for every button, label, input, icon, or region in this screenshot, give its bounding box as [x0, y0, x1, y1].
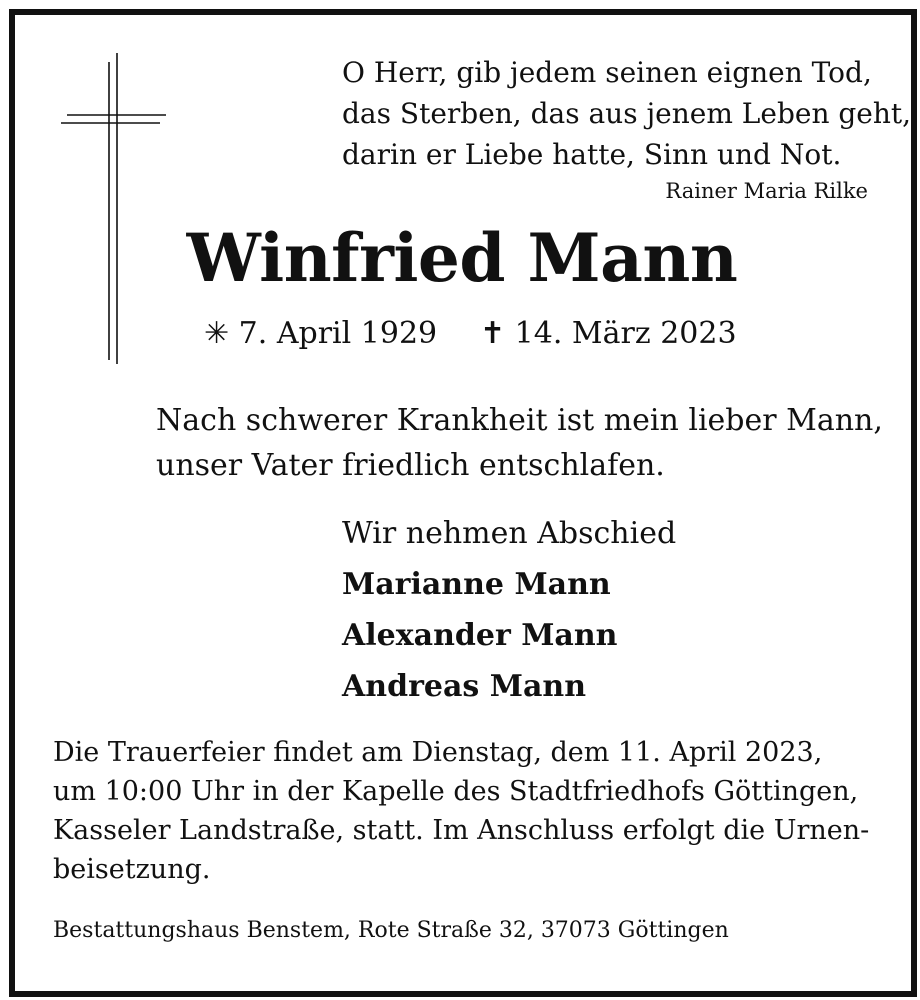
- funeral-line: beisetzung.: [53, 854, 211, 885]
- funeral-line: Die Trauerfeier findet am Dienstag, dem 11. April 2023,: [53, 737, 823, 768]
- mourner-name: Andreas Mann: [342, 669, 586, 704]
- message-line: Nach schwerer Krankheit ist mein lieber Mann,: [156, 403, 883, 438]
- quote-line: O Herr, gib jedem seinen eignen Tod,: [342, 56, 872, 89]
- deceased-name-text: Winfried Mann: [186, 219, 738, 297]
- message-line: unser Vater friedlich entschlafen.: [156, 448, 665, 483]
- funeral-line: Kasseler Landstraße, statt. Im Anschluss erfolgt die Urnen-: [53, 815, 870, 846]
- undertaker-info: Bestattungshaus Benstem, Rote Straße 32, 37073 Göttingen: [53, 918, 729, 943]
- funeral-info: [53, 733, 869, 889]
- quote-line: das Sterben, das aus jenem Leben geht,: [342, 97, 912, 130]
- quote-line: darin er Liebe hatte, Sinn und Not.: [342, 138, 842, 171]
- mourner-name: Marianne Mann: [342, 567, 611, 602]
- birth-date: ✳ 7. April 1929: [204, 316, 438, 351]
- death-date: ✝ 14. März 2023: [480, 316, 737, 351]
- deceased-name: [0, 219, 920, 297]
- mourners-intro: Wir nehmen Abschied: [342, 516, 677, 551]
- mourners: [342, 508, 676, 712]
- obituary-message: [156, 398, 883, 488]
- mourner-name: Alexander Mann: [342, 618, 618, 653]
- funeral-line: um 10:00 Uhr in der Kapelle des Stadtfriedhofs Göttingen,: [53, 776, 859, 807]
- quote-author: Rainer Maria Rilke: [665, 179, 868, 203]
- quote: [342, 52, 911, 175]
